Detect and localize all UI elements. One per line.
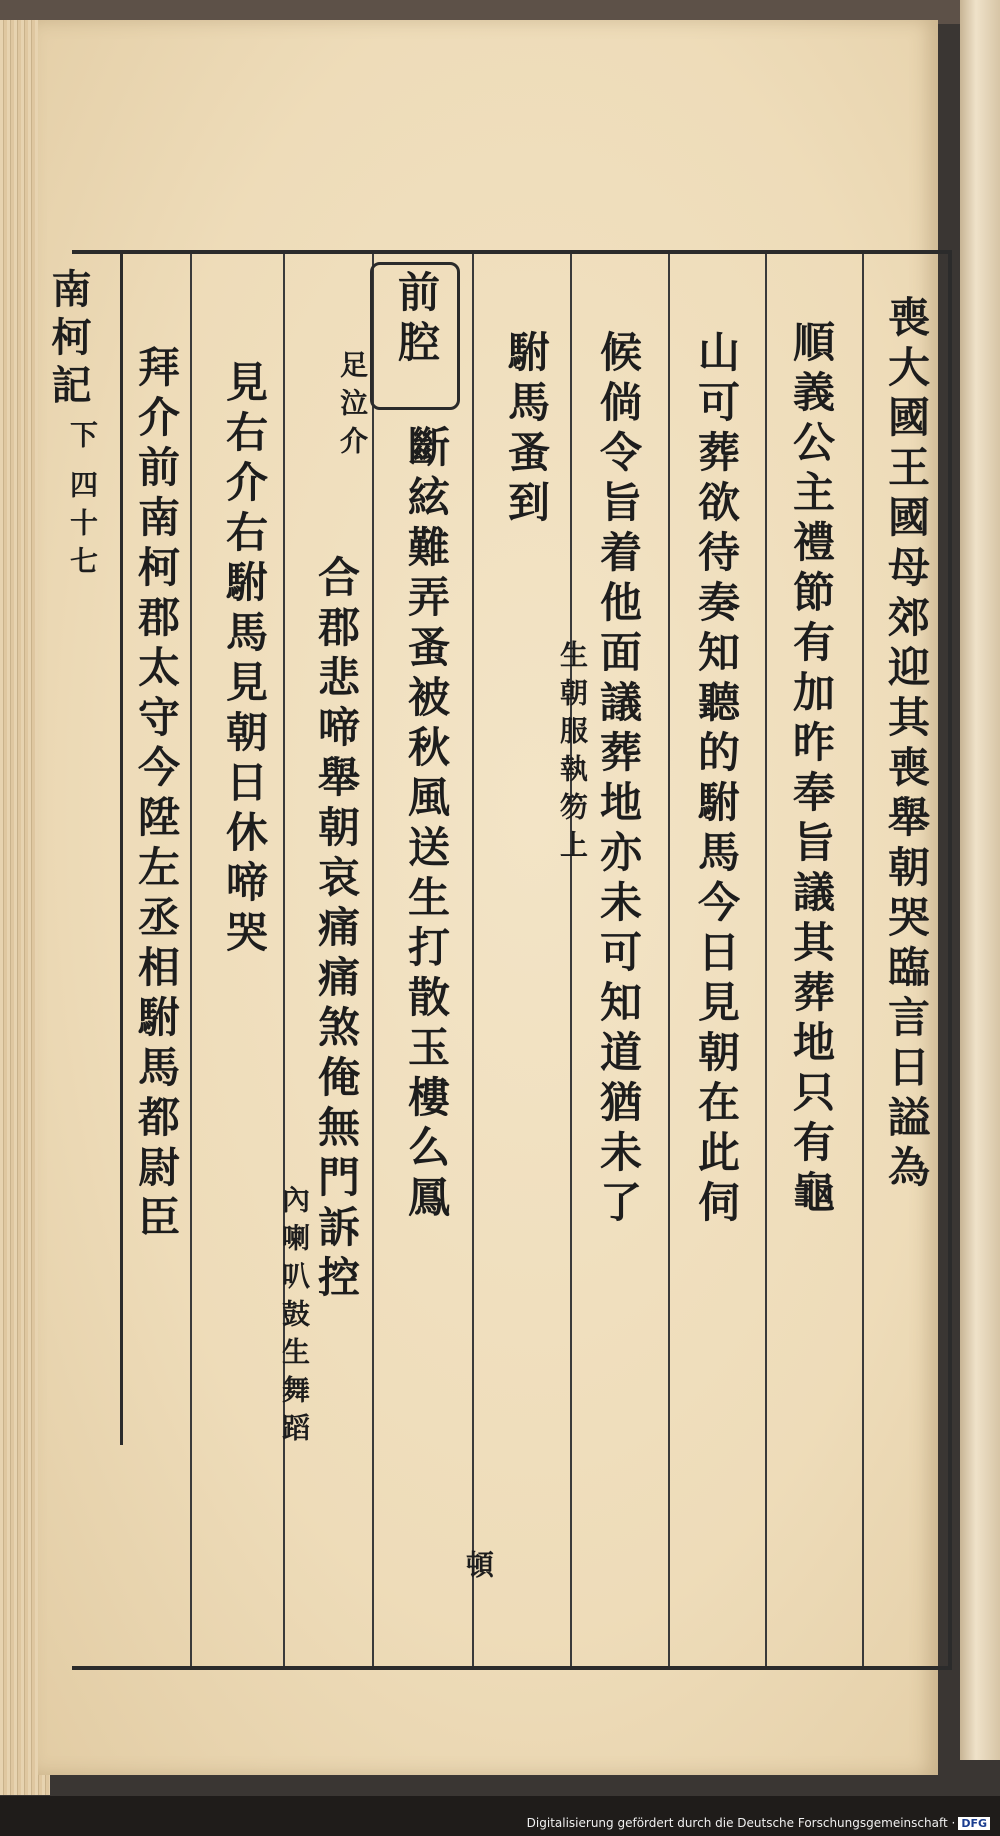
column-rule <box>570 254 572 1666</box>
banxin-volume: 下 <box>66 420 99 458</box>
right-page-edge <box>960 0 1000 1760</box>
text-column-7: 合郡悲啼舉朝哀痛痛煞俺無門訴控 <box>312 555 361 1305</box>
banxin-page-number: 四十七 <box>66 470 99 584</box>
column-rule <box>372 254 374 1666</box>
dfg-logo: DFG <box>958 1817 990 1830</box>
credit-text: Digitalisierung gefördert durch die Deutsche Forschungsgemeinschaft · <box>526 1816 956 1830</box>
text-column-6: 斷絃難弄蚤被秋風送生打散玉樓么鳳 <box>402 425 451 1225</box>
stage-direction-2: 頓 <box>462 1550 495 1588</box>
tune-label: 前腔 <box>392 270 441 370</box>
text-column-5: 駙馬蚤到 <box>502 330 551 530</box>
text-column-9: 拜介前南柯郡太守今陞左丞相駙馬都尉臣 <box>132 345 181 1245</box>
stage-direction-1: 生朝服執笏上 <box>556 640 589 868</box>
column-rule <box>190 254 192 1666</box>
stage-direction-4: 內喇叭鼓生舞蹈 <box>278 1185 311 1451</box>
text-column-1: 喪大國王國母郊迎其喪舉朝哭臨言日謚為 <box>882 295 931 1195</box>
column-rule <box>283 254 285 1666</box>
dfg-credit <box>527 1816 990 1830</box>
column-rule <box>668 254 670 1666</box>
stage-direction-3: 足泣介 <box>336 350 369 464</box>
text-column-8: 見右介右駙馬見朝日休啼哭 <box>220 360 269 960</box>
text-column-2: 順義公主禮節有加昨奉旨議其葬地只有龜 <box>787 320 836 1220</box>
column-rule <box>472 254 474 1666</box>
column-rule <box>862 254 864 1666</box>
text-column-4: 候倘令旨着他面議葬地亦未可知道猶未了 <box>594 330 643 1230</box>
text-column-3: 山可葬欲待奏知聽的駙馬今日見朝在此伺 <box>692 330 741 1230</box>
column-rule <box>765 254 767 1666</box>
banxin-title: 南柯記 <box>45 268 92 412</box>
